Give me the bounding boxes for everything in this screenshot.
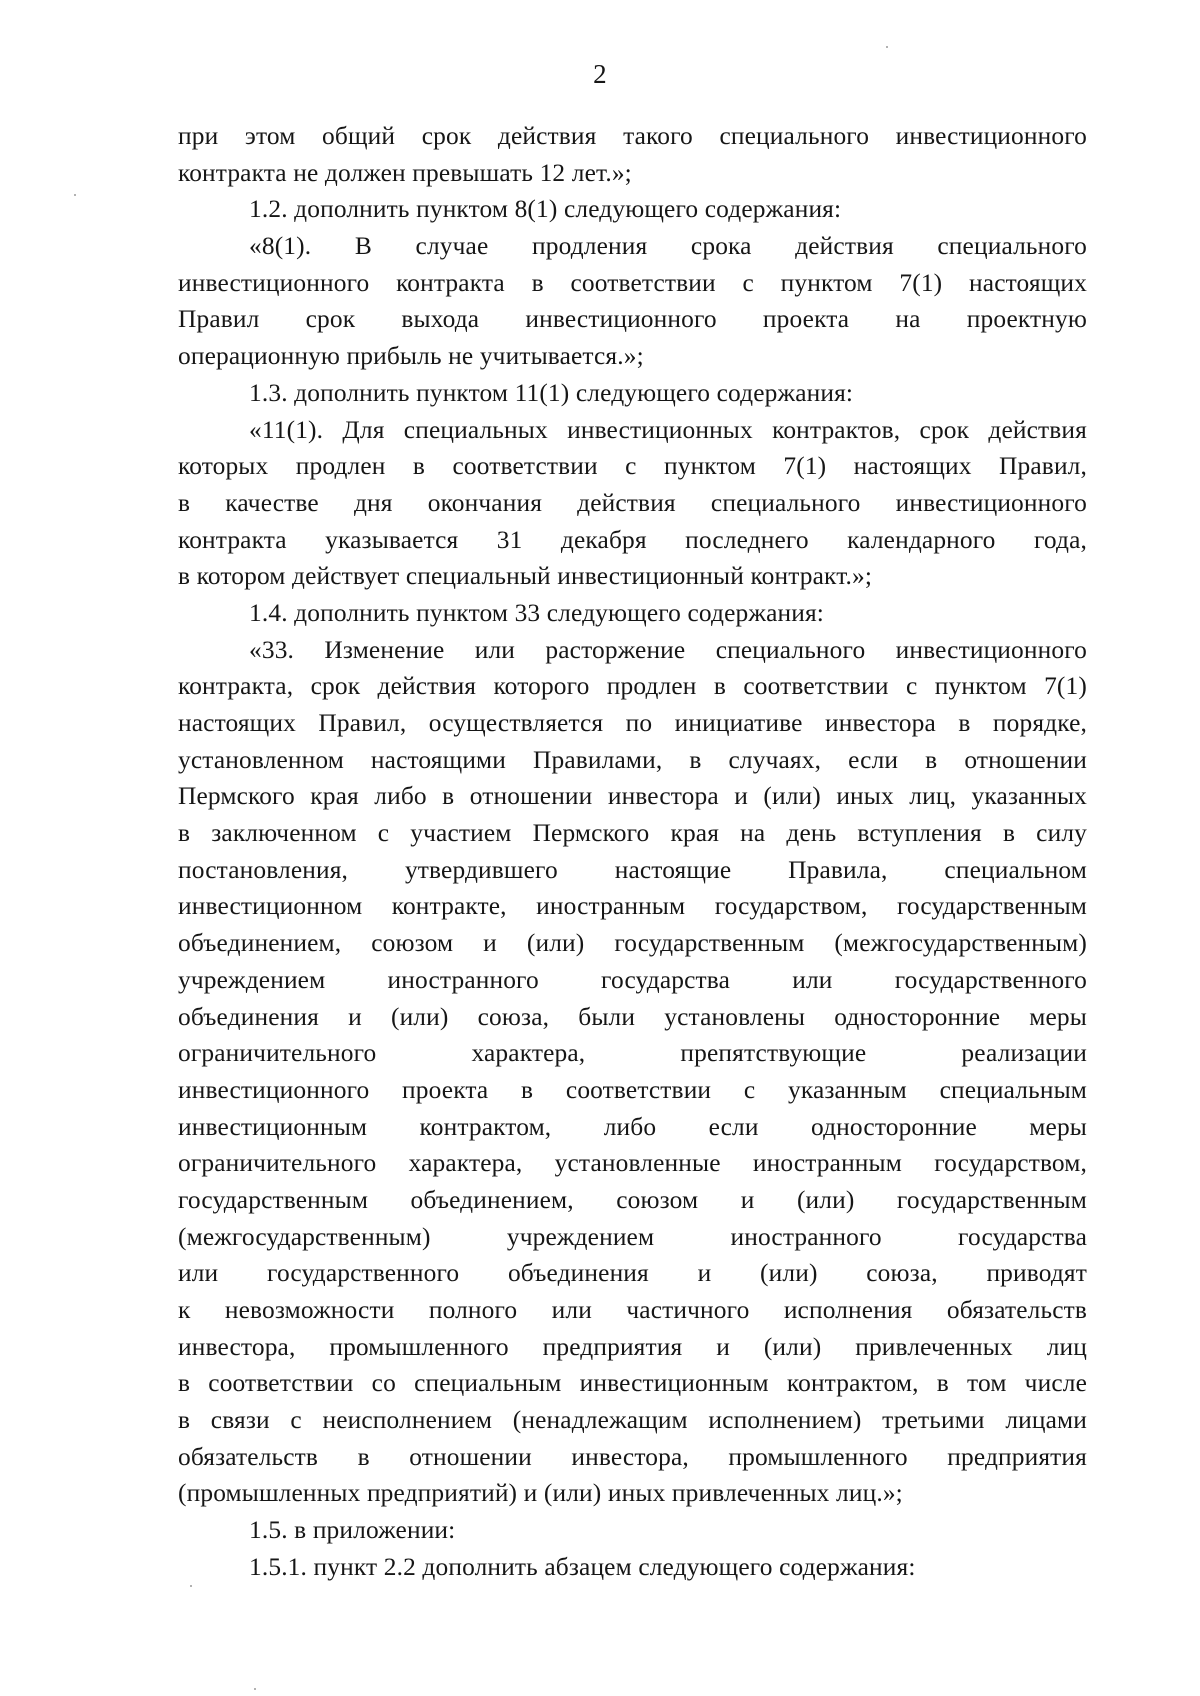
text-line: к невозможности полного или частичного исполнения обязательств	[178, 1296, 1087, 1324]
text-line: ограничительного характера, установленные иностранным государством,	[178, 1149, 1087, 1178]
text-line: установленном настоящими Правилами, в случаях, если в отношении	[178, 745, 1087, 774]
text-line: операционную прибыль не учитывается.»;	[178, 342, 644, 371]
text-line: в котором действует специальный инвестиционный контракт.»;	[178, 562, 873, 591]
text-line: постановления, утвердившего настоящие Правила, специальном	[178, 855, 1087, 884]
text-line: в соответствии со специальным инвестиционным контрактом, в том числе	[178, 1369, 1087, 1398]
text-line: инвестиционного контракта в соответствии с пунктом 7(1) настоящих	[178, 268, 1087, 297]
text-line: в связи с неисполнением (ненадлежащим исполнением) третьими лицами	[178, 1406, 1087, 1435]
text-line: (межгосударственным) учреждением иностранного государства	[178, 1222, 1087, 1251]
text-line: инвестиционном контракте, иностранным государством, государственным	[178, 892, 1087, 921]
text-line: учреждением иностранного государства или государственного	[178, 965, 1087, 994]
text-line: контракта, срок действия которого продлен в соответствии с пунктом 7(1)	[178, 672, 1087, 701]
text-line: (промышленных предприятий) и (или) иных привлеченных лиц.»;	[178, 1479, 903, 1508]
text-line: инвестиционным контрактом, либо если односторонние меры	[178, 1112, 1087, 1141]
text-line: Правил срок выхода инвестиционного проекта на проектную	[178, 305, 1087, 334]
text-line: 1.4. дополнить пунктом 33 следующего содержания:	[249, 598, 825, 627]
text-line: Пермского края либо в отношении инвестора и (или) иных лиц, указанных	[178, 782, 1087, 811]
text-line: ограничительного характера, препятствующие реализации	[178, 1039, 1087, 1068]
text-line: «11(1). Для специальных инвестиционных контрактов, срок действия	[249, 415, 1087, 444]
text-line: контракта указывается 31 декабря последнего календарного года,	[178, 525, 1087, 554]
scan-speck	[190, 1585, 192, 1587]
text-line: которых продлен в соответствии с пунктом 7(1) настоящих Правил,	[178, 452, 1087, 481]
text-line: 1.5.1. пункт 2.2 дополнить абзацем следующего содержания:	[249, 1552, 916, 1581]
text-line: инвестиционного проекта в соответствии с указанным специальным	[178, 1075, 1087, 1104]
text-line: «33. Изменение или расторжение специального инвестиционного	[249, 635, 1087, 664]
page-number: 2	[593, 59, 607, 89]
text-line: при этом общий срок действия такого специального инвестиционного	[178, 122, 1087, 150]
scan-speck	[886, 46, 888, 48]
scan-speck	[254, 1688, 256, 1690]
text-line: в качестве дня окончания действия специального инвестиционного	[178, 488, 1087, 517]
text-line: 1.5. в приложении:	[249, 1516, 456, 1545]
scan-speck	[74, 194, 76, 196]
document-body	[178, 118, 1087, 1586]
text-line: инвестора, промышленного предприятия и (или) привлеченных лиц	[178, 1332, 1087, 1361]
text-line: контракта не должен превышать 12 лет.»;	[178, 158, 632, 187]
text-line: или государственного объединения и (или) союза, приводят	[178, 1259, 1087, 1288]
text-line: объединения и (или) союза, были установлены односторонние меры	[178, 1002, 1087, 1031]
text-line: государственным объединением, союзом и (или) государственным	[178, 1185, 1087, 1214]
text-line: «8(1). В случае продления срока действия специального	[249, 232, 1087, 261]
text-line: 1.3. дополнить пунктом 11(1) следующего содержания:	[249, 378, 854, 407]
text-line: 1.2. дополнить пунктом 8(1) следующего содержания:	[249, 195, 842, 224]
text-line: обязательств в отношении инвестора, промышленного предприятия	[178, 1442, 1087, 1471]
text-line: в заключенном с участием Пермского края на день вступления в силу	[178, 819, 1087, 848]
text-line: объединением, союзом и (или) государственным (межгосударственным)	[178, 929, 1087, 958]
text-line: настоящих Правил, осуществляется по инициативе инвестора в порядке,	[178, 709, 1087, 737]
